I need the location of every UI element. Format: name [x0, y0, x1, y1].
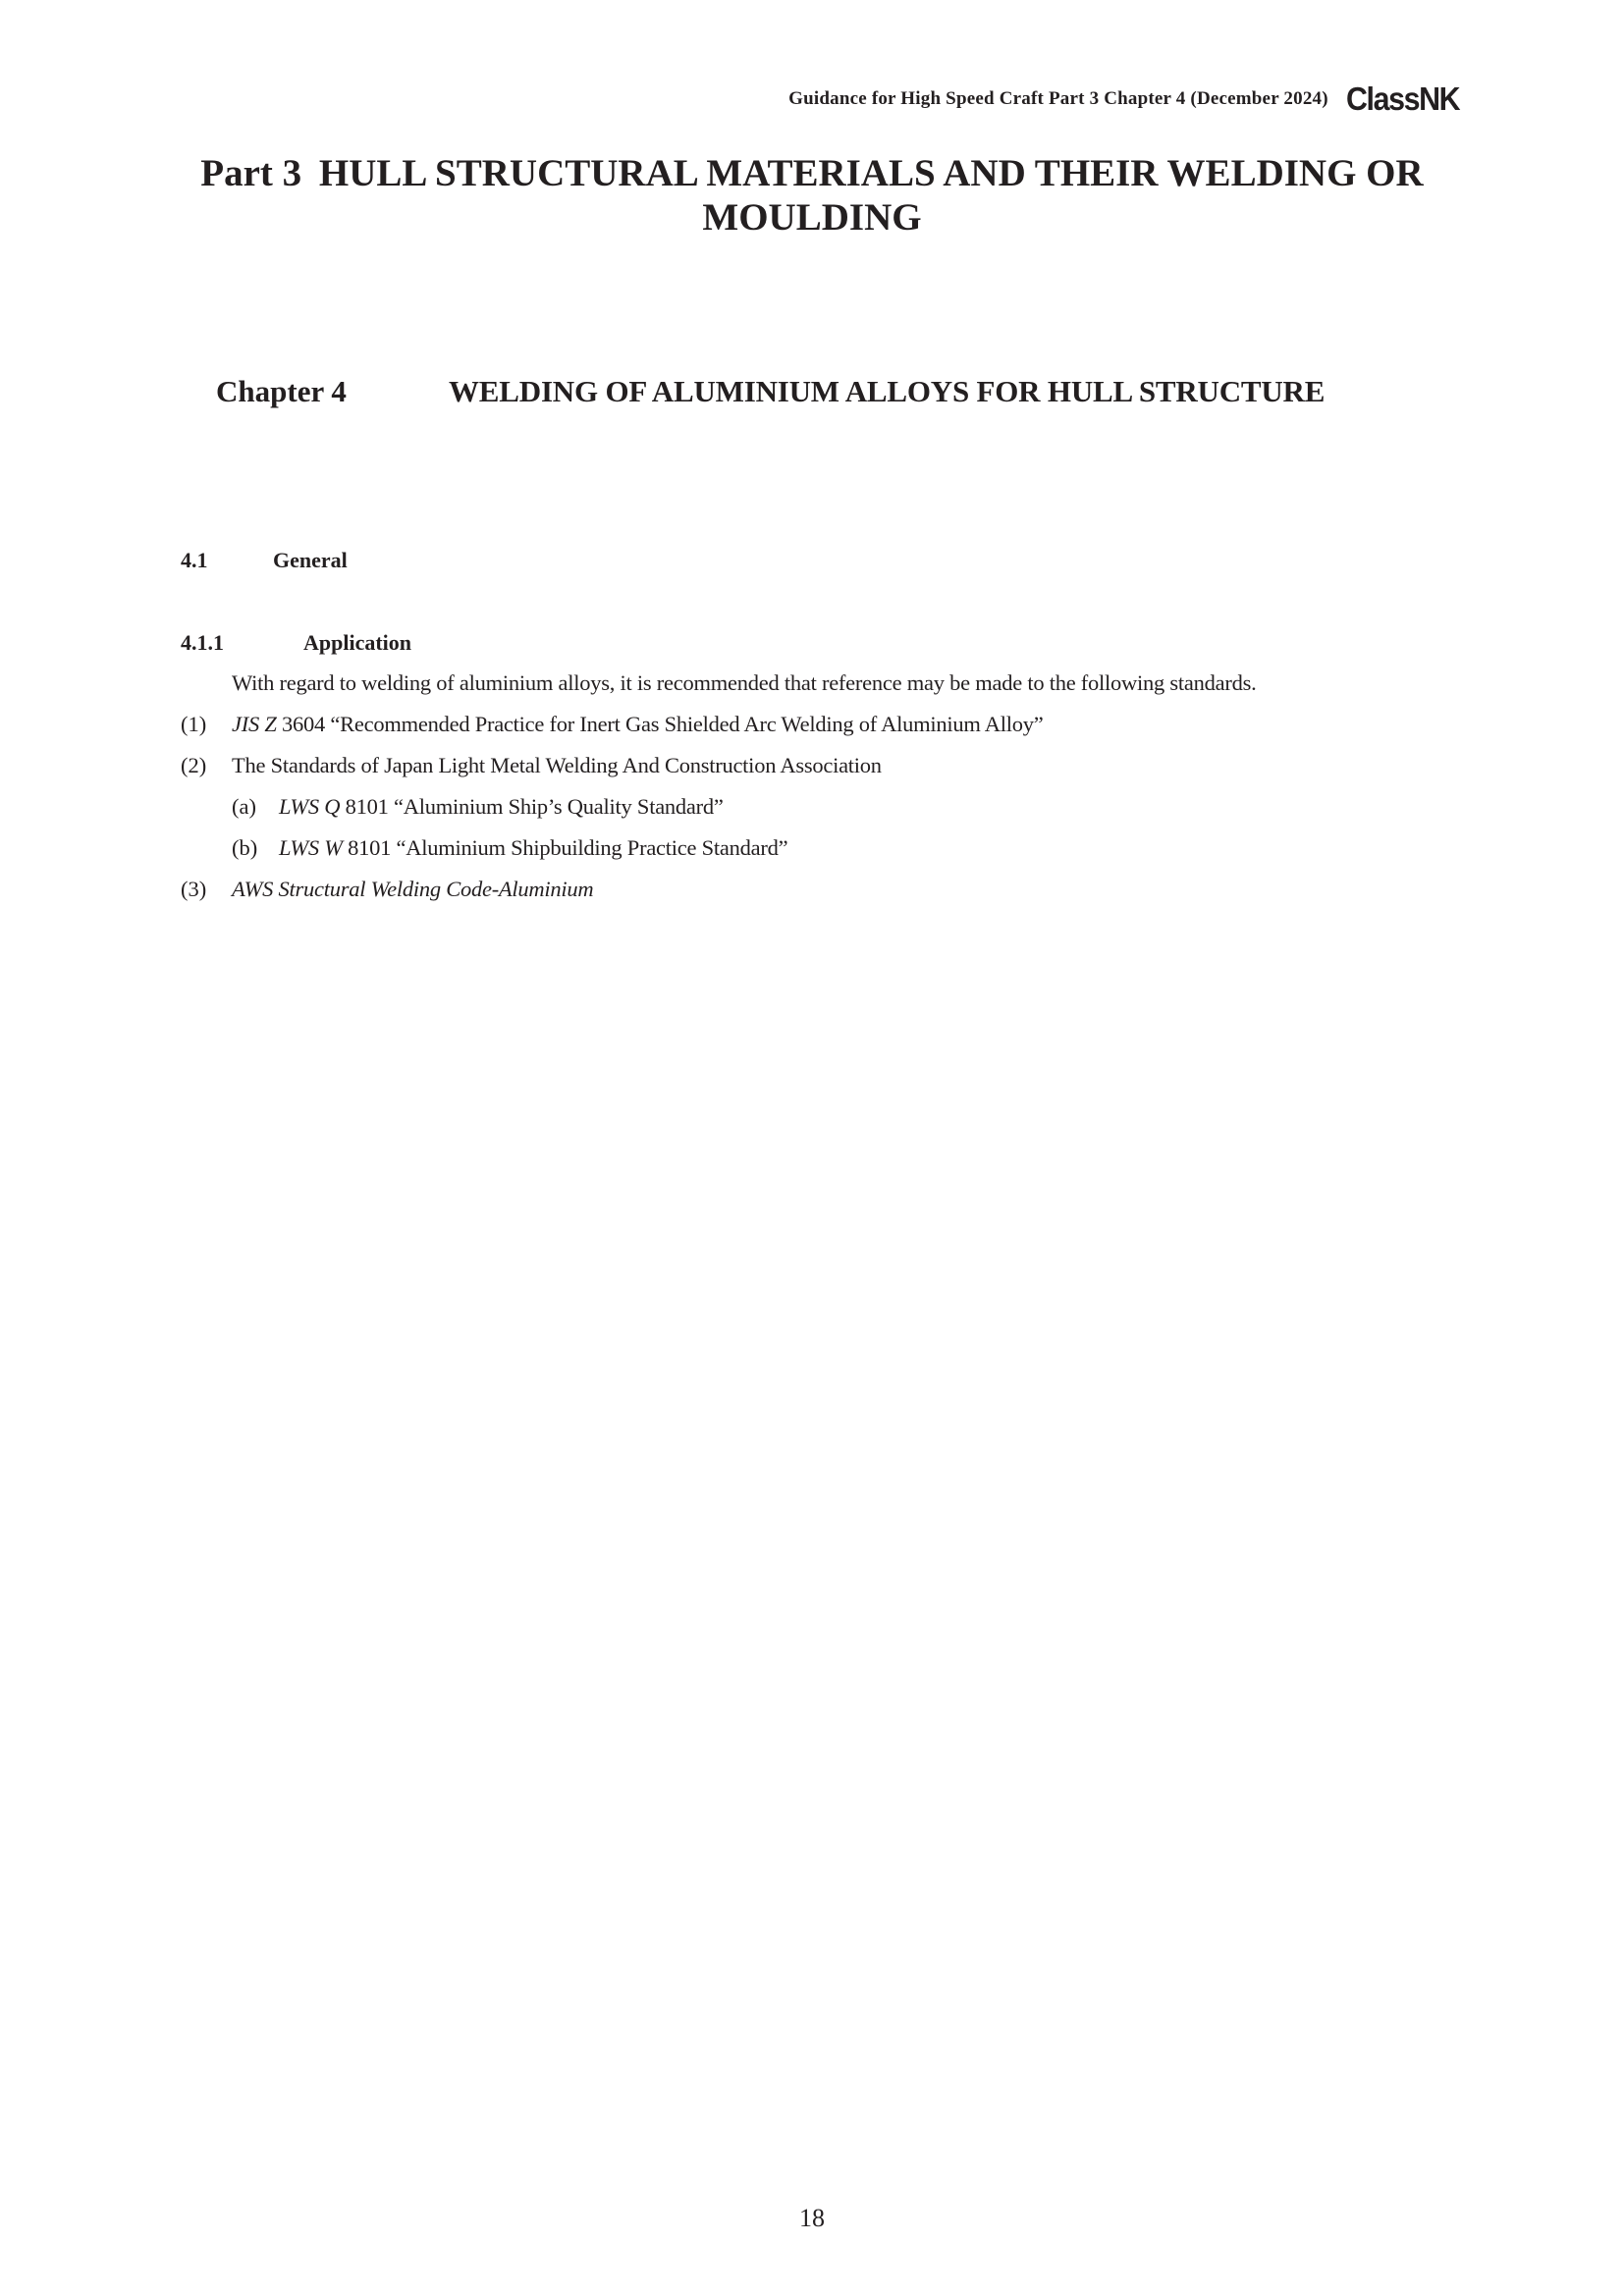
chapter-label: Chapter 4 — [216, 374, 347, 408]
list-item-text: AWS Structural Welding Code-Aluminium — [232, 877, 594, 901]
list-item-text — [232, 712, 1043, 737]
standard-title: 8101 “Aluminium Shipbuilding Practice Standard” — [342, 835, 788, 860]
section-title: General — [273, 548, 348, 572]
subsection-intro: With regard to welding of aluminium alloys, it is recommended that reference may be made to the following standards. — [232, 670, 1257, 695]
subsection-number: 4.1.1 — [181, 630, 224, 655]
list-item-number: (1) — [181, 712, 207, 736]
standard-code: LWS Q — [279, 794, 341, 819]
running-header-title: Guidance for High Speed Craft Part 3 Chapter 4 (December 2024) — [788, 87, 1328, 109]
part-label: Part 3 — [200, 152, 302, 194]
standard-code: LWS W — [279, 835, 343, 860]
subsection-title: Application — [303, 630, 412, 655]
part-title — [177, 151, 1447, 240]
sub-item-number: (b) — [232, 835, 258, 860]
sub-item-text — [279, 794, 724, 820]
classnk-logo: ClassNK — [1345, 80, 1459, 117]
list-item-text: The Standards of Japan Light Metal Welding And Construction Association — [232, 753, 882, 777]
chapter-title: WELDING OF ALUMINIUM ALLOYS FOR HULL STRUCTURE — [449, 374, 1326, 408]
standard-code: JIS Z — [232, 712, 277, 736]
sub-item-text — [279, 835, 787, 861]
section-number: 4.1 — [181, 548, 208, 572]
running-header — [788, 82, 1469, 115]
standard-title: 3604 “Recommended Practice for Inert Gas Shielded Arc Welding of Aluminium Alloy” — [276, 712, 1044, 736]
standard-title: 8101 “Aluminium Ship’s Quality Standard” — [340, 794, 724, 819]
sub-item-number: (a) — [232, 794, 256, 819]
page-number: 18 — [799, 2204, 825, 2232]
list-item-number: (3) — [181, 877, 207, 901]
part-title-text: HULL STRUCTURAL MATERIALS AND THEIR WELDING OR MOULDING — [318, 152, 1424, 239]
list-item-number: (2) — [181, 753, 207, 777]
